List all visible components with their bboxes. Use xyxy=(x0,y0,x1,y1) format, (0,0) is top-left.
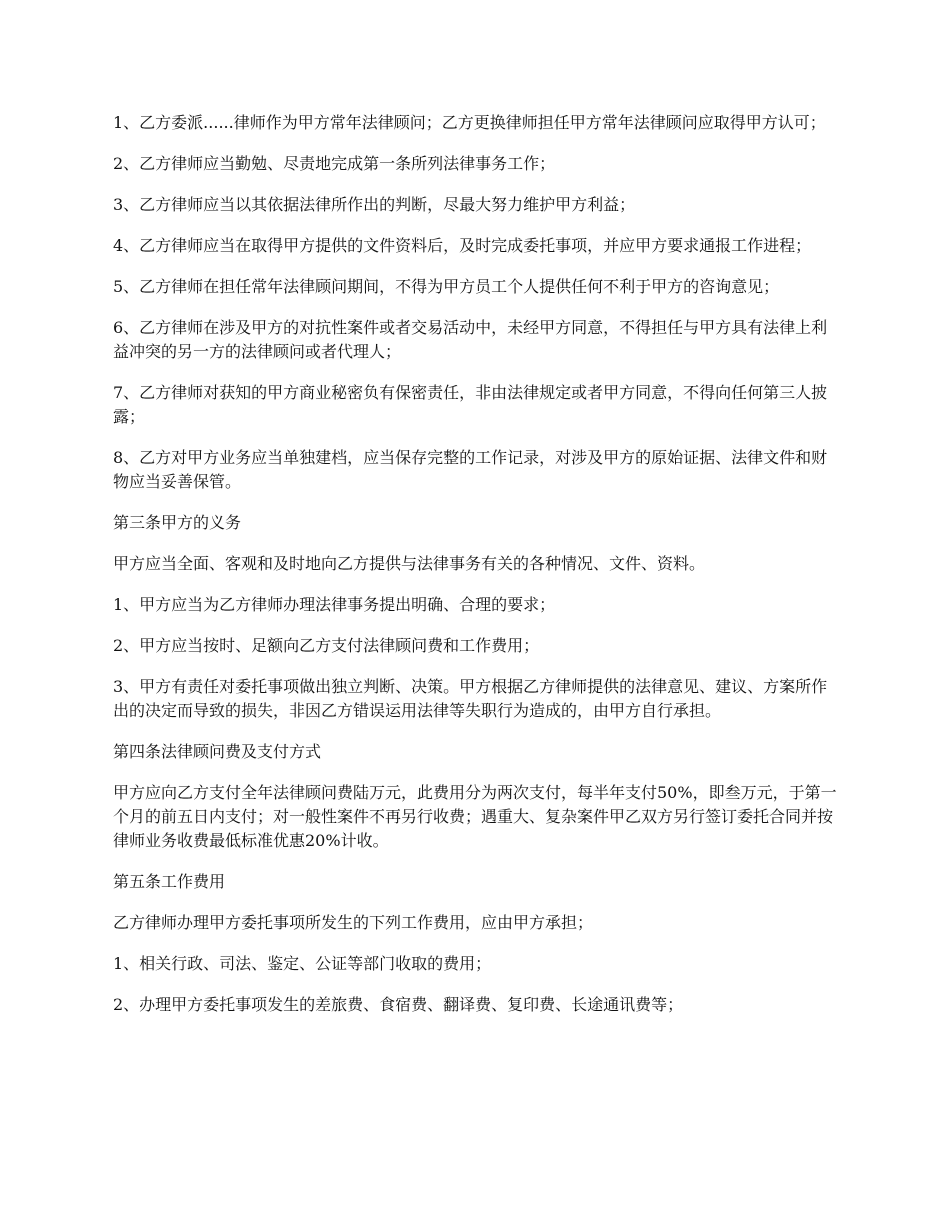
section-heading-article-4: 第四条法律顾问费及支付方式 xyxy=(113,742,322,761)
clause-2: 2、乙方律师应当勤勉、尽责地完成第一条所列法律事务工作； xyxy=(113,154,556,173)
article-5-item-1: 1、相关行政、司法、鉴定、公证等部门收取的费用； xyxy=(113,954,492,973)
section-heading-article-5: 第五条工作费用 xyxy=(113,872,226,891)
clause-6: 6、乙方律师在涉及甲方的对抗性案件或者交易活动中，未经甲方同意，不得担任与甲方具有法律上利益冲突的另一方的法律顾问或者代理人； xyxy=(113,318,828,361)
clause-7: 7、乙方律师对获知的甲方商业秘密负有保密责任，非由法律规定或者甲方同意，不得向任何第三人披露； xyxy=(113,383,828,426)
clause-8: 8、乙方对甲方业务应当单独建档，应当保存完整的工作记录，对涉及甲方的原始证据、法律文件和财物应当妥善保管。 xyxy=(113,448,828,491)
article-5-intro: 乙方律师办理甲方委托事项所发生的下列工作费用，应由甲方承担； xyxy=(113,913,594,932)
article-3-item-1: 1、甲方应当为乙方律师办理法律事务提出明确、合理的要求； xyxy=(113,595,556,614)
article-3-intro: 甲方应当全面、客观和及时地向乙方提供与法律事务有关的各种情况、文件、资料。 xyxy=(113,554,706,573)
clause-4: 4、乙方律师应当在取得甲方提供的文件资料后，及时完成委托事项，并应甲方要求通报工作进程； xyxy=(113,236,812,255)
clause-5: 5、乙方律师在担任常年法律顾问期间，不得为甲方员工个人提供任何不利于甲方的咨询意见； xyxy=(113,277,780,296)
section-heading-article-3: 第三条甲方的义务 xyxy=(113,513,242,532)
clause-1: 1、乙方委派......律师作为甲方常年法律顾问；乙方更换律师担任甲方常年法律顾问应取得甲方认可； xyxy=(113,113,826,132)
article-3-item-2: 2、甲方应当按时、足额向乙方支付法律顾问费和工作费用； xyxy=(113,636,540,655)
document-page xyxy=(113,111,843,1034)
article-3-item-3: 3、甲方有责任对委托事项做出独立判断、决策。甲方根据乙方律师提供的法律意见、建议、方案所作出的决定而导致的损失，非因乙方错误运用法律等失职行为造成的，由甲方自行承担。 xyxy=(113,677,828,720)
clause-3: 3、乙方律师应当以其依据法律所作出的判断，尽最大努力维护甲方利益； xyxy=(113,195,636,214)
article-4-body: 甲方应向乙方支付全年法律顾问费陆万元，此费用分为两次支付，每半年支付50%，即叁万元，于第一个月的前五日内支付；对一般性案件不再另行收费；遇重大、复杂案件甲乙双方另行签订委托合同并按律师业务收费最低标准优惠20%计收。 xyxy=(113,783,837,850)
article-5-item-2: 2、办理甲方委托事项发生的差旅费、食宿费、翻译费、复印费、长途通讯费等； xyxy=(113,995,684,1014)
